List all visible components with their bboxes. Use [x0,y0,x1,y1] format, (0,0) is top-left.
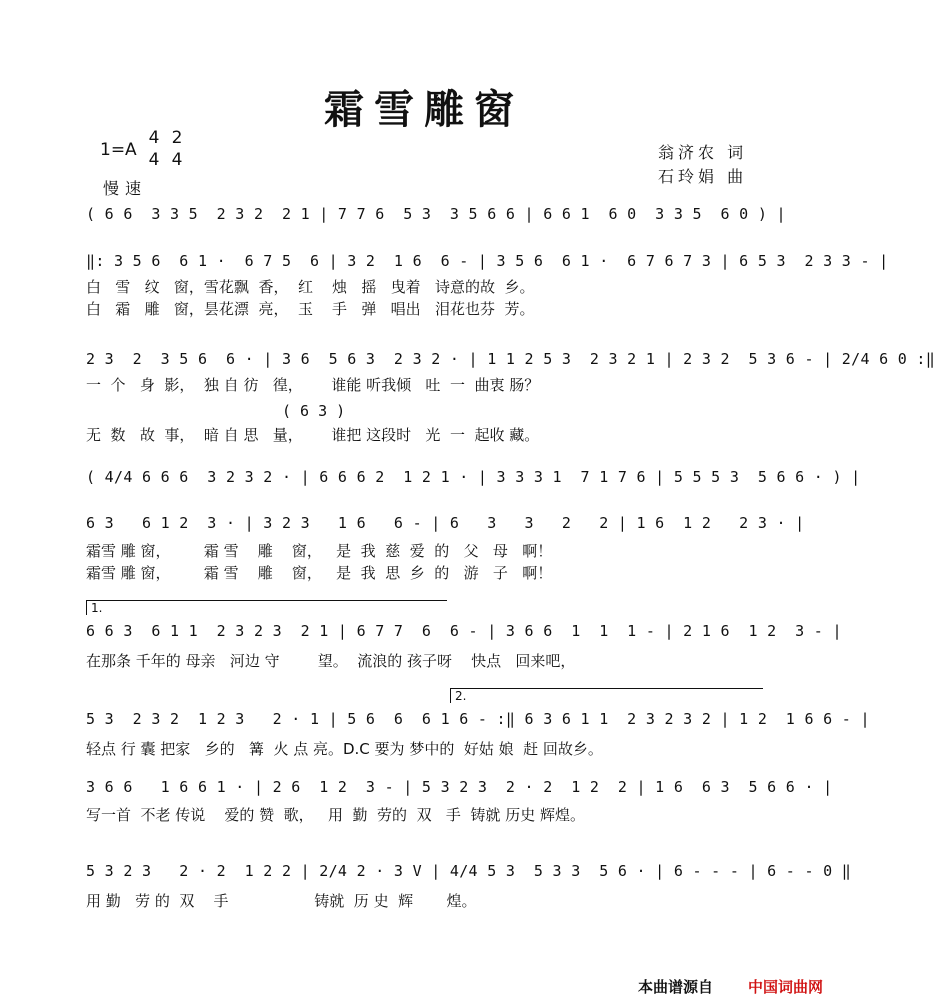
composer-credit: 石玲娟 曲 [658,167,748,186]
score-line-4: ( 4/4 6 6 6 3 2 3 2 · | 6 6 6 2 1 2 1 · | 3 3 3 1 7 1 7 6 | 5 5 5 3 5 6 6 · ) | [86,468,861,486]
lyric-line-3b: 无 数 故 事， 暗 自 思 量， 谁把 这段时 光 一 起收 藏。 [86,426,540,444]
source-label: 本曲谱源自 [638,978,714,996]
score-line-6: 6 6 3 6 1 1 2 3 2 3 2 1 | 6 7 7 6 6 - | 3 6 6 1 1 1 - | 2 1 6 1 2 3 - | [86,622,842,640]
score-line-2: ‖: 3 5 6 6 1 · 6 7 5 6 | 3 2 1 6 6 - | 3 5 6 6 1 · 6 7 6 7 3 | 6 5 3 2 3 3 - | [86,252,889,270]
tempo-marking: 慢速 [103,179,148,198]
score-line-9: 5 3 2 3 2 · 2 1 2 2 | 2/4 2 · 3 V | 4/4 5 3 5 3 3 5 6 · | 6 - - - | 6 - - 0 ‖ [86,862,852,880]
meter-1-bottom: 4 [148,150,160,170]
meter-1-top: 4 [148,128,160,148]
lyric-line-6: 在那条 千年的 母亲 河边 守 望。 流浪的 孩子呀 快点 回来吧， [86,652,576,670]
lyric-line-9: 用 勤 劳 的 双 手 铸就 历 史 辉 煌。 [86,892,477,910]
lyric-line-7: 轻点 行 囊 把家 乡的 篝 火 点 亮。D.C 要为 梦中的 好姑 娘 赶 回故乡。 [86,740,603,758]
meter-2-top: 2 [171,128,183,148]
alternate-notes-annotation: ( 6 3 ) [282,402,346,420]
score-line-5: 6 3 6 1 2 3 · | 3 2 3 1 6 6 - | 6 3 3 2 2 | 1 6 1 2 2 3 · | [86,514,805,532]
lyric-line-2b: 白 霜 雕 窗，昙花漂 亮， 玉 手 弹 唱出 泪花也芬 芳。 [86,300,535,318]
song-title: 霜雪雕窗 [324,86,524,133]
lyric-line-8: 写一首 不老 传说 爱的 赞 歌， 用 勤 劳的 双 手 铸就 历史 辉煌。 [86,806,585,824]
score-line-8: 3 6 6 1 6 6 1 · | 2 6 1 2 3 - | 5 3 2 3 2 · 2 1 2 2 | 1 6 6 3 5 6 6 · | [86,778,833,796]
lyricist-credit: 翁济农 词 [658,143,748,162]
lyric-line-5b: 霜雪 雕 窗， 霜 雪 雕 窗， 是 我 思 乡 的 游 子 啊！ [86,564,553,582]
volta-2-bracket: 2. [450,688,763,703]
lyric-line-5a: 霜雪 雕 窗， 霜 雪 雕 窗， 是 我 慈 爱 的 父 母 啊！ [86,542,553,560]
meter-2-bottom: 4 [171,150,183,170]
score-line-7: 5 3 2 3 2 1 2 3 2 · 1 | 5 6 6 6 1 6 - :‖ 6 3 6 1 1 2 3 2 3 2 | 1 2 1 6 6 - | [86,710,870,728]
key-signature: 1=A [100,140,137,160]
site-link[interactable]: 中国词曲网 [748,978,824,996]
score-line-3: 2 3 2 3 5 6 6 · | 3 6 5 6 3 2 3 2 · | 1 1 2 5 3 2 3 2 1 | 2 3 2 5 3 6 - | 2/4 6 0 :‖ [86,350,935,368]
lyric-line-2a: 白 雪 纹 窗，雪花飘 香， 红 烛 摇 曳着 诗意的故 乡。 [86,278,535,296]
time-signature-2-4 [170,127,184,171]
volta-1-bracket: 1. [86,600,447,615]
time-signature-4-4 [147,127,161,171]
score-line-1: ( 6 6 3 3 5 2 3 2 2 1 | 7 7 6 5 3 3 5 6 6 | 6 6 1 6 0 3 3 5 6 0 ) | [86,205,786,223]
lyric-line-3a: 一 个 身 影， 独 自 彷 徨， 谁能 听我倾 吐 一 曲衷 肠？ [86,376,540,394]
